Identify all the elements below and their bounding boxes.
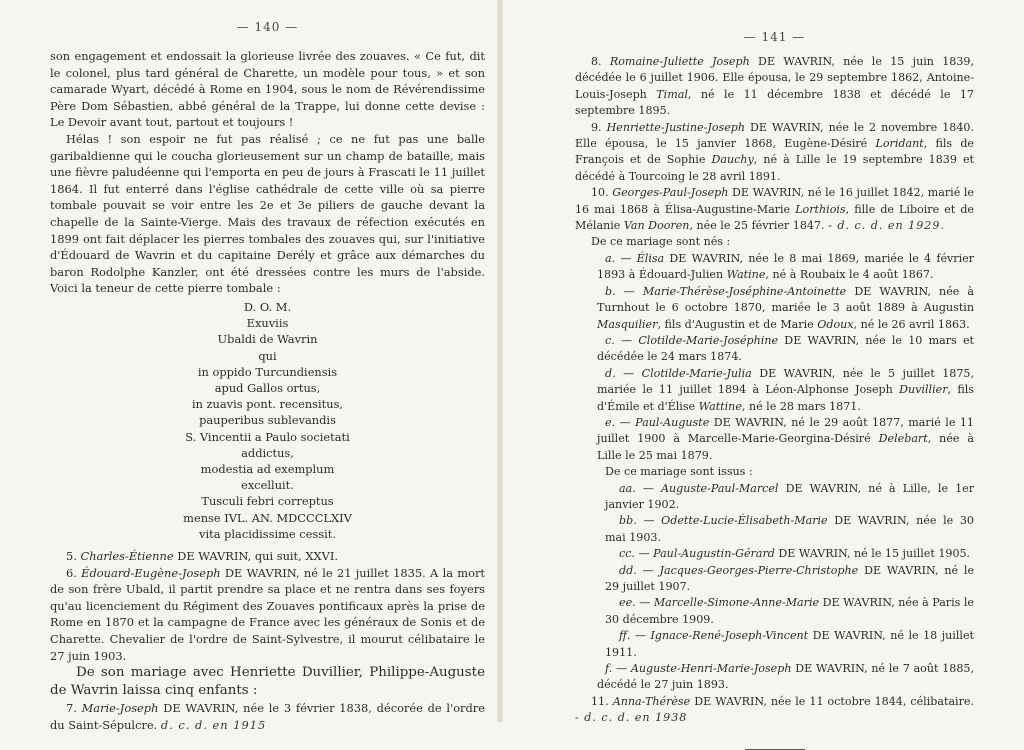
entry-8-text: DE WAVRIN, née le 15 juin 1839, décédée le 6 juillet 1906. Elle épousa, le 29 septembre 1862, Antoine-Louis-Joseph — [575, 55, 974, 101]
grandchild-dd-name: dd. — Jacques-Georges-Pierre-Christophe — [619, 563, 859, 577]
entry-8: 8. Romaine-Juliette Joseph DE WAVRIN, née le 15 juin 1839, décédée le 6 juillet 1906. Elle épousa, le 29 septembre 1862, Antoine-Louis-Joseph Timal, né le 11 décembre 1838 et décédé le 17 septembre 1895. — [575, 55, 974, 118]
entry-9: 9. Henriette-Justine-Joseph DE WAVRIN, née le 2 novembre 1840. Elle épousa, le 15 janvier 1868, Eugène-Désiré Loridant, fils de François et de Sophie Dauchy, né à Lille le 19 septembre 1839 et décédé à Tourcoing le 28 avril 1891. — [575, 120, 974, 183]
child-a-name: a. — Élisa — [605, 251, 665, 265]
entry-8-spouse: Timal — [656, 87, 688, 101]
child-d-text: DE WAVRIN, née le 5 juillet 1875, mariée le 11 juillet 1894 à Léon-Alphonse Joseph — [597, 366, 975, 397]
epitaph-inscription — [50, 299, 485, 542]
entry-10-mother: Van Dooren — [623, 219, 690, 233]
handwritten-note-1929: - d. c. d. en 1929. — [828, 219, 945, 233]
epitaph-line: addictus, — [241, 445, 294, 460]
entry-11-text: DE WAVRIN, née le 11 octobre 1844, célibataire. — [694, 694, 974, 708]
child-e-spouse: Delebart — [878, 432, 928, 446]
child-d-end: , né le 28 mars 1871. — [741, 399, 861, 413]
epitaph-line: Exuviis — [246, 316, 289, 331]
child-a-text: DE WAVRIN, née le 8 mai 1869, mariée le 4 février 1893 à Édouard-Julien — [597, 251, 974, 282]
entry-5-name: Charles-Étienne — [80, 548, 174, 563]
grandchild-bb — [575, 513, 974, 546]
entry-9-spouse: Loridant — [875, 137, 924, 151]
epitaph-line: excelluit. — [241, 478, 294, 493]
grandchild-dd — [575, 563, 974, 596]
child-c-name: c. — Clotilde-Marie-Joséphine — [605, 333, 779, 347]
right-page — [503, 0, 1024, 725]
child-e-text: DE WAVRIN, né le 29 août 1877, marié le 11 juillet 1900 à Marcelle-Marie-Georgina-Désiré — [597, 415, 974, 446]
grandchild-ff-text: DE WAVRIN, né le 18 juillet 1911. — [605, 629, 974, 659]
epitaph-line: D. O. M. — [243, 299, 292, 314]
entry-7-name: Marie-Joseph — [81, 701, 159, 716]
grandchild-aa-name: aa. — Auguste-Paul-Marcel — [619, 481, 779, 495]
child-e-name: e. — Paul-Auguste — [605, 415, 710, 429]
child-b-text: DE WAVRIN, née à Turnhout le 6 octobre 1870, mariée le 3 août 1889 à Augustin — [597, 284, 975, 315]
entry-11: 11. Anna-Thérèse DE WAVRIN, née le 11 octobre 1844, célibataire. - d. c. d. en 1938 — [575, 694, 974, 725]
entry-9-name: Henriette-Justine-Joseph — [606, 120, 746, 134]
child-a — [575, 251, 974, 284]
left-page — [0, 0, 497, 732]
entry-9-end: , né à Lille le 19 septembre 1839 et décédé à Tourcoing le 28 avril 1891. — [575, 153, 974, 183]
grandchild-cc-text: DE WAVRIN, né le 15 juillet 1905. — [778, 547, 971, 561]
entry-7-text: DE WAVRIN, née le 3 février 1838, décorée de l'ordre du Saint-Sépulcre. — [50, 701, 485, 732]
child-e-end: , née à Lille le 25 mai 1879. — [597, 432, 975, 462]
entry-6: 6. Édouard-Eugène-Joseph DE WAVRIN, né le 21 juillet 1835. A la mort de son frère Ubald, il partit prendre sa place et ne rentra dans ses foyers qu'au licenciement du Régiment des Zouaves pontificaux après la prise de Rome en 1870 et la campagne de France avec les généraux de Sonis et de Charette. Chevalier de l'ordre de Saint-Sylvestre, il mourut célibataire le 27 juin 1903. — [50, 565, 485, 663]
grandchild-cc — [575, 546, 974, 562]
paragraph-death-frascati: Hélas ! son espoir ne fut pas réalisé ; ce ne fut pas une balle garibaldienne qui le coucha glorieusement sur un champ de bataille, mais une fièvre paludéenne qui l'emporta en peu de jours à Frascati le 11 juillet 1864. Il fut enterré dans l'église cathédrale de cette ville où sa pierre tombale pouvait se voir entre les 2e et 3e piliers de gauche devant la chapelle de la Sainte-Vierge. Mais des travaux de réfection exécutés en 1899 ont fait déplacer les pierres tombales des zouaves qui, sur l'initiative d'Édouard de Wavrin et du capitaine Derély et grâce aux démarches du baron Rodolphe Kanzler, ont été dressées contre les murs de l'abside. Voici la teneur de cette pierre tombale : — [50, 131, 485, 296]
child-d-name: d. — Clotilde-Marie-Julia — [605, 366, 752, 380]
entry-10-end: , née le 25 février 1847. — [689, 219, 825, 233]
entry-6-text: DE WAVRIN, né le 21 juillet 1835. A la mort de son frère Ubald, il partit prendre sa place et ne rentra dans ses foyers qu'au licenciement du Régiment des Zouaves pontificaux après la prise de Rome en 1870 et la campagne de France avec les généraux de Sonis et de Charette. Chevalier de l'ordre de Saint-Sylvestre, il mourut célibataire le 27 juin 1903. — [50, 565, 485, 663]
entry-9-mother: Dauchy — [711, 153, 754, 167]
grandchild-bb-text: DE WAVRIN, née le 30 mai 1903. — [605, 514, 974, 544]
child-b-mother: Odoux — [817, 317, 854, 331]
grandchild-cc-name: cc. — Paul-Augustin-Gérard — [619, 547, 775, 561]
entry-10-spouse: Lorthiois — [795, 202, 846, 216]
entry-10-mid: , fille de Liboire et de Mélanie — [575, 202, 974, 233]
child-c — [575, 333, 974, 366]
page-number-left: — 140 — — [236, 20, 299, 34]
entry-8-end: , né le 11 décembre 1838 et décédé le 17 septembre 1895. — [575, 87, 974, 118]
paragraph-zouaves: son engagement et endossait la glorieuse livrée des zouaves. « Ce fut, dit le colonel, plus tard général de Charette, un modèle pour tous, » et son camarade Wyart, décédé à Rome en 1904, sous le nom de Révérendissime Père Dom Sébastien, abbé général de la Trappe, lui donne cette devise : Le Devoir avant tout, partout et toujours ! — [50, 49, 485, 130]
epitaph-line: Ubaldi de Wavrin — [217, 332, 318, 347]
entry-8-name: Romaine-Juliette Joseph — [609, 55, 750, 68]
child-f-name: f. — Auguste-Henri-Marie-Joseph — [605, 662, 792, 676]
issue-heading-1: De ce mariage sont nés : — [591, 235, 731, 249]
child-b-mid: , fils d'Augustin et de Marie — [657, 317, 814, 331]
entry-10-text: DE WAVRIN, né le 16 juillet 1842, marié le 16 mai 1868 à Élisa-Augustine-Marie — [575, 186, 975, 216]
entry-9-text: DE WAVRIN, née le 2 novembre 1840. Elle épousa, le 15 janvier 1868, Eugène-Désiré — [575, 120, 974, 151]
grandchild-ee-text: DE WAVRIN, née à Paris le 30 décembre 1909. — [605, 596, 974, 626]
entry-10-name: Georges-Paul-Joseph — [612, 186, 729, 200]
child-a-spouse: Watine — [726, 268, 766, 282]
child-d-spouse: Duvillier — [899, 383, 948, 397]
child-b — [575, 284, 974, 333]
grandchild-ee — [575, 595, 974, 628]
grandchild-aa-text: DE WAVRIN, né à Lille, le 1er janvier 1902. — [605, 481, 974, 511]
epitaph-line: vita placidissime cessit. — [199, 526, 336, 541]
epitaph-line: pauperibus sublevandis — [199, 413, 336, 428]
epitaph-line: in oppido Turcundiensis — [197, 364, 338, 379]
entry-7: 7. Marie-Joseph DE WAVRIN, née le 3 février 1838, décorée de l'ordre du Saint-Sépulcre. d. c. d. en 1915 — [50, 701, 485, 732]
handwritten-note-1915: d. c. d. en 1915 — [160, 717, 267, 732]
child-a-end: , né à Roubaix le 4 août 1867. — [765, 268, 934, 282]
child-b-name: b. — Marie-Thérèse-Joséphine-Antoinette — [605, 284, 847, 298]
child-d-mother: Wattine — [698, 399, 742, 413]
page-number-right: — 141 — — [743, 30, 806, 44]
handwritten-note-1938: - d. c. d. en 1938 — [575, 711, 688, 725]
epitaph-line: apud Gallos ortus, — [214, 380, 321, 395]
epitaph-line: Tusculi febri correptus — [201, 494, 334, 509]
grandchild-ff-name: ff. — Ignace-René-Joseph-Vincent — [619, 629, 809, 643]
epitaph-line: modestia ad exemplum — [200, 461, 335, 476]
child-e — [575, 415, 974, 464]
entry-5: 5. Charles-Étienne DE WAVRIN, qui suit, XXVI. — [66, 548, 338, 563]
child-b-end: , né le 26 avril 1863. — [853, 317, 970, 331]
child-d-mid: , fils d'Émile et d'Élise — [597, 383, 974, 413]
child-b-spouse: Masquilier — [597, 317, 658, 331]
marriage-heading: De son mariage avec Henriette Duvillier, Philippe-Auguste de Wavrin laissa cinq enfants : — [50, 665, 485, 699]
grandchild-bb-name: bb. — Odette-Lucie-Élisabeth-Marie — [619, 514, 828, 528]
epitaph-line: S. Vincentii a Paulo societati — [185, 429, 350, 444]
epitaph-line: mense IVL. AN. MDCCCLXIV — [183, 510, 352, 525]
child-c-text: DE WAVRIN, née le 10 mars et décédée le 24 mars 1874. — [597, 333, 974, 364]
child-d — [575, 366, 974, 415]
grandchild-ff — [575, 628, 974, 661]
grandchild-aa — [575, 481, 974, 514]
entry-10: 10. Georges-Paul-Joseph DE WAVRIN, né le 16 juillet 1842, marié le 16 mai 1868 à Élisa-Augustine-Marie Lorthiois, fille de Liboire et de Mélanie Van Dooren, née le 25 février 1847. - d. c. d. en 1929. — [575, 186, 975, 233]
epitaph-line: qui — [258, 348, 277, 363]
child-f — [575, 661, 974, 694]
grandchild-ee-name: ee. — Marcelle-Simone-Anne-Marie — [619, 596, 820, 610]
entry-6-name: Édouard-Eugène-Joseph — [81, 565, 221, 580]
entry-5-text: DE WAVRIN, qui suit, XXVI. — [177, 548, 338, 563]
child-f-text: DE WAVRIN, né le 7 août 1885, décédé le 27 juin 1893. — [597, 662, 974, 692]
entry-11-name: Anna-Thérèse — [612, 694, 691, 708]
grandchild-dd-text: DE WAVRIN, né le 29 juillet 1907. — [605, 563, 975, 593]
issue-heading-2: De ce mariage sont issus : — [605, 465, 753, 479]
entry-9-mid: , fils de François et de Sophie — [575, 137, 974, 167]
epitaph-line: in zuavis pont. recensitus, — [191, 397, 344, 412]
